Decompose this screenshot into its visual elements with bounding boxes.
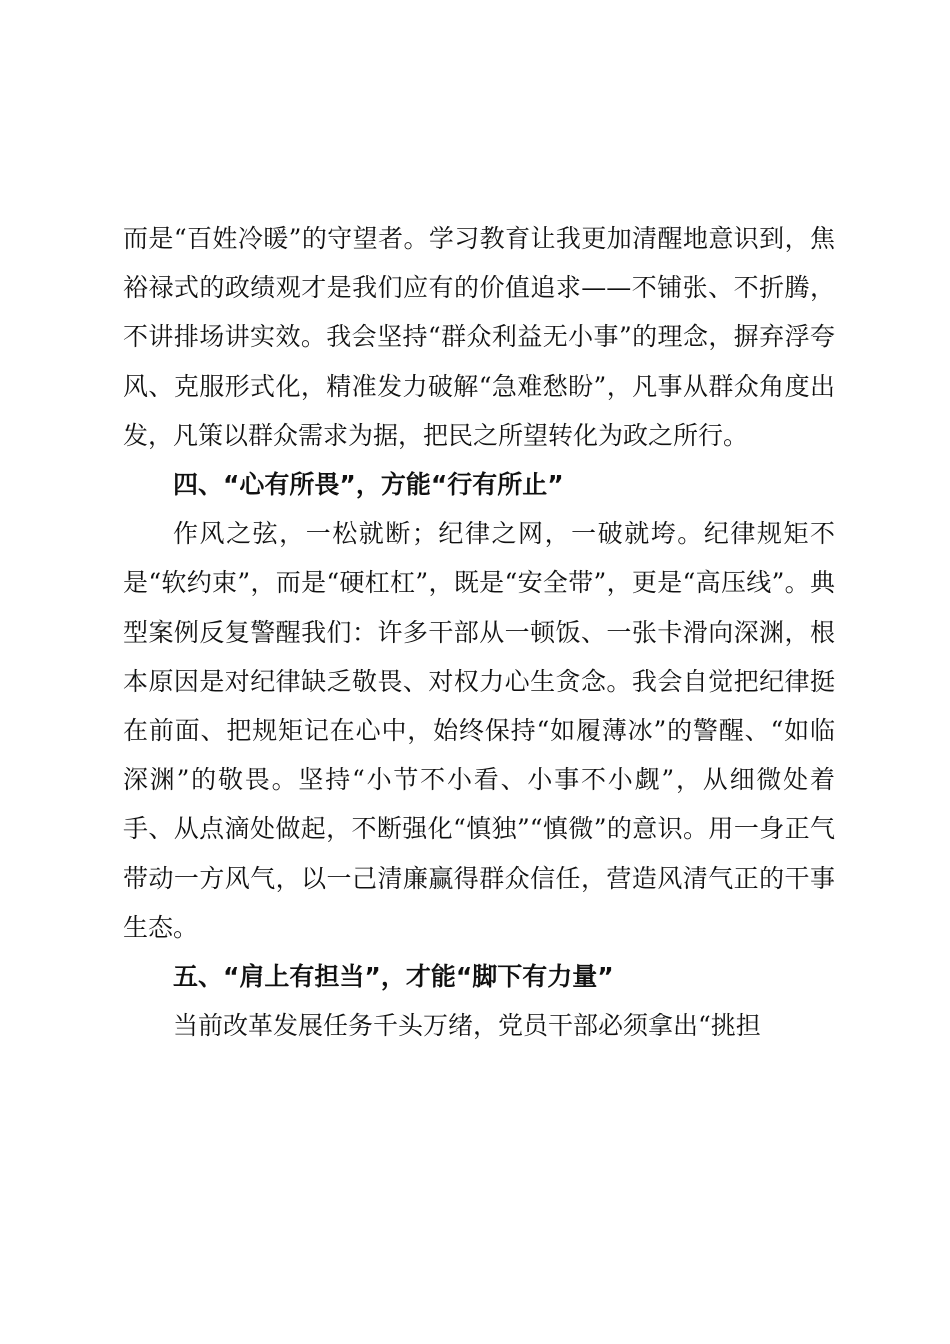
document-body bbox=[123, 214, 835, 1050]
section-heading-four: 四、“心有所畏”，方能“行有所止” bbox=[173, 470, 564, 500]
paragraph-continuation: 而是“百姓冷暖”的守望者。学习教育让我更加清醒地意识到，焦裕禄式的政绩观才是我们应有的价值追求——不铺张、不折腾，不讲排场讲实效。我会坚持“群众利益无小事”的理念，摒弃浮夸风、克服形式化，精准发力破解“急难愁盼”，凡事从群众角度出发，凡策以群众需求为据，把民之所望转化为政之所行。 bbox=[123, 224, 835, 450]
paragraph-discipline: 作风之弦，一松就断；纪律之网，一破就垮。纪律规矩不是“软约束”，而是“硬杠杠”，既是“安全带”，更是“高压线”。典型案例反复警醒我们：许多干部从一顿饭、一张卡滑向深渊，根本原因是对纪律缺乏敬畏、对权力心生贪念。我会自觉把纪律挺在前面、把规矩记在心中，始终保持“如履薄冰”的警醒、“如临深渊”的敬畏。坚持“小节不小看、小事不小觑”，从细微处着手、从点滴处做起，不断强化“慎独”“慎微”的意识。用一身正气带动一方风气，以一己清廉赢得群众信任，营造风清气正的干事生态。 bbox=[123, 519, 835, 942]
section-heading-five: 五、“肩上有担当”，才能“脚下有力量” bbox=[173, 962, 614, 992]
paragraph-responsibility: 当前改革发展任务千头万绪，党员干部必须拿出“挑担 bbox=[173, 1011, 761, 1041]
